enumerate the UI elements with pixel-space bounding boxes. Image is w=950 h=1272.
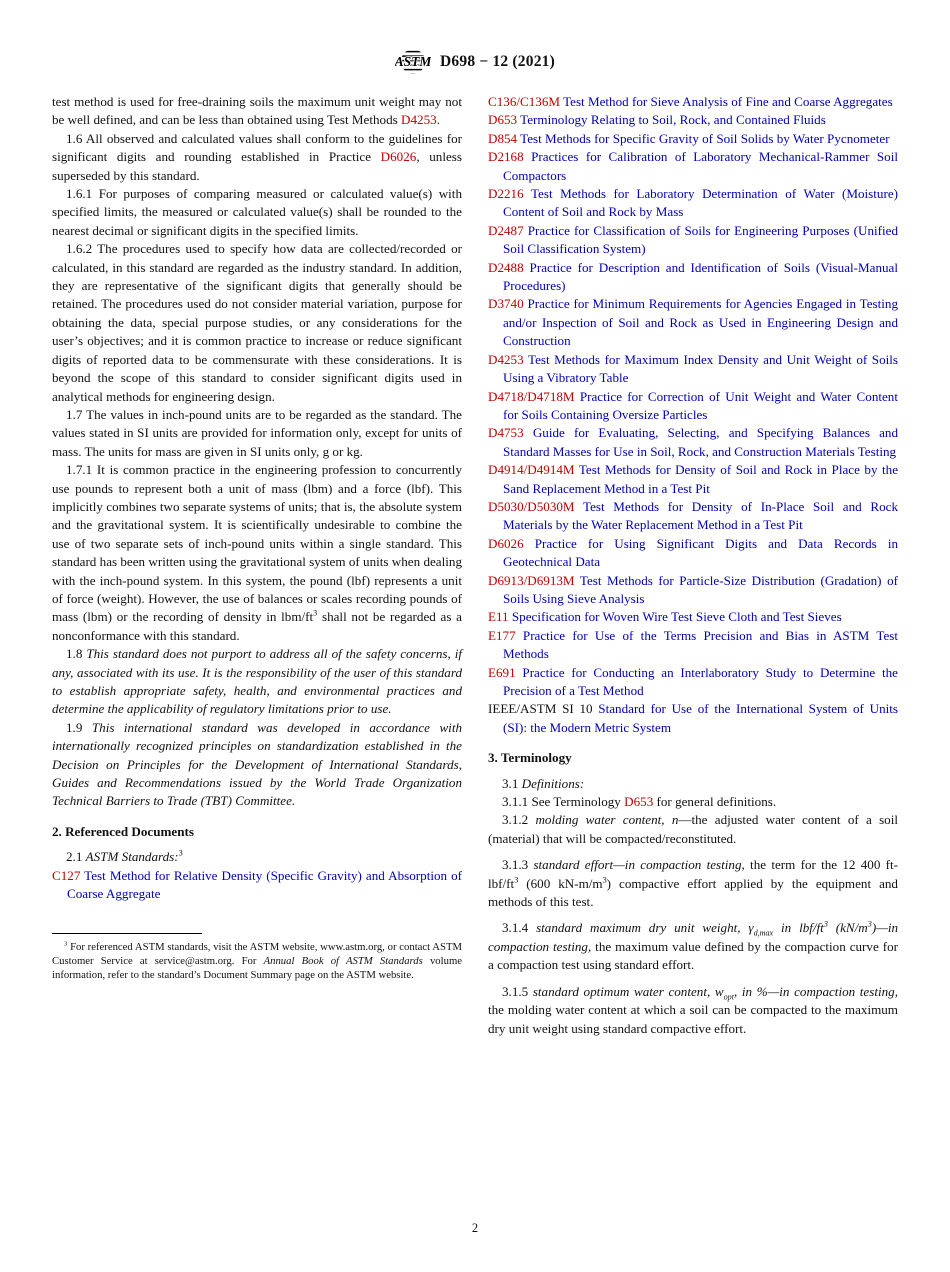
text-run: 3	[514, 875, 519, 885]
text-run: This international standard was developed in accordance with internationally recognized principles on standardization established in the Decision on Principles for the Development of International Standards, Guides and Recommendations issued by the World Trade Organization Technical Barriers to Trade (TBT) Committee.	[52, 719, 463, 809]
link-D653[interactable]: D653	[488, 112, 518, 128]
text-run: Practices for Calibration of Laboratory Mechanical-Rammer Soil Compactors	[503, 149, 898, 183]
footnote-3	[52, 940, 462, 982]
page-title: D698 − 12 (2021)	[440, 52, 555, 70]
text-run: volume information, refer to the standard’s Document Summary page on the ASTM website.	[52, 955, 463, 982]
text-run: Test Methods for Density of In-Place Soil and Rock Materials by the Water Replacement Method in a Test Pit	[503, 498, 898, 533]
text-run: (600 kN-m/m	[518, 875, 603, 891]
link-D4914-D4914M[interactable]: D4914/D4914M	[488, 462, 575, 478]
footnote-rule	[52, 933, 202, 934]
text-run: in lbf/	[773, 920, 817, 936]
text-run: Test Methods for Density of Soil and Rock in Place by the Sand Replacement Method in a Test Pit	[503, 462, 898, 496]
text-run: For referenced ASTM standards, visit the ASTM website, www.astm.org, or contact ASTM Customer Service at service@astm.org. For	[52, 941, 462, 968]
text-run: 3.1.4	[502, 920, 537, 936]
sec-1-6	[52, 130, 462, 185]
text-run: standard optimum water content, w	[532, 983, 724, 999]
text-run: , in %—in compaction testing,	[734, 983, 898, 999]
text-run: Test Methods for Maximum Index Density and Unit Weight of Soils Using a Vibratory Table	[503, 351, 898, 386]
text-run: Annual Book of ASTM Standards	[263, 955, 423, 968]
ref-D4914	[488, 461, 898, 498]
ref-E177	[488, 627, 898, 664]
link-D4753[interactable]: D4753	[488, 425, 524, 441]
text-run: —the adjusted water content of a soil (material) that will be compacted/reconstituted.	[488, 812, 898, 846]
text-run: ft	[816, 920, 824, 936]
link-D653[interactable]: D653	[624, 794, 654, 810]
text-run: opt	[723, 992, 734, 1002]
text-run: 3	[178, 848, 183, 858]
astm-logo-icon	[395, 46, 431, 77]
text-run: Test Method for Relative Density (Specific Gravity) and Absorption of Coarse Aggregate	[67, 867, 462, 902]
link-E691[interactable]: E691	[488, 664, 516, 680]
text-run: the molding water content at which a soil can be compacted to the maximum dry unit weight using standard compactive effort.	[488, 1002, 898, 1036]
text-run: .	[436, 112, 440, 128]
ref-D4753	[488, 424, 898, 461]
text-run: )—in compaction testing,	[488, 920, 899, 954]
text-run: Test Methods for Particle-Size Distribution (Gradation) of Soils Using Sieve Analysis	[503, 572, 898, 606]
link-D5030-D5030M[interactable]: D5030/D5030M	[488, 498, 575, 514]
link-C127[interactable]: C127	[52, 867, 81, 883]
text-run: the maximum value defined by the compaction curve for a compaction test using standard effort.	[488, 938, 898, 973]
ref-IEEE-ASTM-SI-10	[488, 700, 898, 737]
text-run: Practice for Description and Identification of Soils (Visual-Manual Procedures)	[503, 259, 898, 294]
text-run: ) compactive effort applied by the equipment and methods of this test.	[488, 875, 898, 910]
text-run: 3.1.2	[502, 812, 536, 828]
text-run: Standard for Use of the International System of Units (SI): the Modern Metric System	[503, 701, 898, 735]
text-run: d,max	[753, 929, 774, 939]
link-D4253[interactable]: D4253	[488, 351, 524, 367]
ref-C127	[52, 867, 462, 904]
para-continuation	[52, 93, 462, 130]
ref-D2487	[488, 222, 898, 259]
text-run: Practice for Minimum Requirements for Agencies Engaged in Testing and/or Inspection of Soil and Rock as Used in Engineering Design and Construction	[503, 296, 898, 349]
ref-D3740	[488, 295, 898, 350]
ref-E11	[488, 608, 898, 626]
text-run: Test Method for Sieve Analysis of Fine and Coarse Aggregates	[560, 94, 893, 109]
text-run: 3.1	[502, 775, 522, 791]
text-run: 3	[313, 609, 318, 619]
heading-referenced-documents	[52, 823, 462, 841]
text-run: standard maximum dry unit weight, γ	[536, 920, 754, 936]
text-run: 1.8	[66, 646, 87, 662]
link-D4253[interactable]: D4253	[401, 112, 437, 128]
two-column-body	[52, 93, 898, 1038]
sec-1-6-1	[52, 185, 462, 240]
sec-2-1	[52, 848, 462, 866]
sec-3-1-5	[488, 983, 898, 1038]
text-run: 3.1.3	[502, 857, 534, 873]
ref-D2488	[488, 259, 898, 296]
text-run: Terminology Relating to Soil, Rock, and Contained Fluids	[517, 112, 826, 128]
text-run: 1.9	[66, 719, 92, 735]
text-run: 1.6 All observed and calculated values shall conform to the guidelines for significant digits and rounding established in Practice	[52, 130, 462, 165]
text-run: 3	[823, 920, 828, 930]
text-run: Practice for Classification of Soils for Engineering Purposes (Unified Soil Classification System)	[503, 222, 898, 257]
ref-D6913	[488, 572, 898, 609]
ref-D854	[488, 130, 898, 148]
link-D3740[interactable]: D3740	[488, 296, 524, 312]
text-run: standard effort—in compaction testing,	[533, 857, 745, 873]
text-run: , unless superseded by this standard.	[52, 149, 462, 183]
text-run: This standard does not purport to address all of the safety concerns, if any, associated with its use. It is the responsibility of the user of this standard to establish appropriate safety, health, and environmental practices and determine the applicability of regulatory limitations prior to use.	[52, 646, 463, 717]
text-run: Specification for Woven Wire Test Sieve Cloth and Test Sieves	[508, 609, 842, 625]
ref-D4718	[488, 388, 898, 425]
text-run: shall not be regarded as a nonconformance with this standard.	[52, 609, 462, 643]
text-run: 1.7 The values in inch-pound units are to be regarded as the standard. The values stated in SI units are provided for information only, except for units of mass. The units for mass are given in SI units only, g or kg.	[52, 406, 462, 459]
sec-1-7-1	[52, 461, 462, 645]
text-run: 3.1.5	[502, 983, 533, 999]
text-run: 1.7.1 It is common practice in the engineering profession to concurrently use pounds to represent both a unit of mass (lbm) and a force (lbf). This implicitly combines two separate systems of units; that is, the absolute system and the gravitational system. It is scientifically undesirable to combine the use of two separate sets of inch-pound units within a single standard. This standard has been written using the gravitational system of units when dealing with the inch-pound system. In this system, the pound (lbf) represents a unit of force (weight). However, the use of balances or scales recording pounds of mass (lbm) or the recording of density in lbm/ft	[52, 462, 462, 625]
sec-3-1-4	[488, 919, 898, 974]
sec-1-9	[52, 719, 462, 811]
ref-D4253	[488, 351, 898, 388]
text-run: 2. Referenced Documents	[52, 823, 194, 839]
page-header	[52, 46, 898, 77]
link-D6026[interactable]: D6026	[488, 535, 524, 551]
text-run: Test Methods for Specific Gravity of Soil Solids by Water Pycnometer	[517, 130, 890, 146]
link-D6026[interactable]: D6026	[380, 149, 417, 165]
sec-1-8	[52, 645, 462, 719]
sec-1-6-2	[52, 240, 462, 406]
link-E11[interactable]: E11	[488, 609, 509, 625]
link-D2488[interactable]: D2488	[488, 259, 524, 275]
sec-3-1-2	[488, 811, 898, 848]
left-column	[52, 93, 462, 1038]
text-run: 1.6.2 The procedures used to specify how data are collected/recorded or calculated, in this standard are regarded as the industry standard. In addition, they are representative of the significant digits that generally should be retained. The procedures used do not consider material variation, purpose for obtaining the data, special purpose studies, or any considerations for the user’s objectives; and it is common practice to increase or reduce significant digits of reported data to be commensurate with these considerations. It is beyond the scope of this standard to consider significant digits used in analytical methods for engineering design.	[52, 241, 462, 404]
text-run: (kN/m	[827, 920, 868, 936]
text-run: Practice for Use of the Terms Precision and Bias in ASTM Test Methods	[503, 627, 898, 662]
text-run: 3. Terminology	[488, 750, 572, 766]
link-C136-C136M[interactable]: C136/C136M	[488, 94, 561, 109]
sec-3-1	[488, 775, 898, 793]
text-run: test method is used for free-draining soils the maximum unit weight may not be well defined, and can be less than obtained using Test Methods	[52, 94, 462, 128]
text-run: molding water content, n	[535, 812, 679, 828]
ref-D2168	[488, 148, 898, 185]
link-D854[interactable]: D854	[488, 130, 518, 146]
ref-D653	[488, 111, 898, 129]
text-run: for general definitions.	[653, 794, 777, 810]
link-D4718-D4718M[interactable]: D4718/D4718M	[488, 388, 575, 404]
link-D6913-D6913M[interactable]: D6913/D6913M	[488, 572, 575, 588]
ref-E691	[488, 664, 898, 701]
text-run: the term for the 12 400 ft-lbf/ft	[488, 857, 898, 891]
text-run: Practice for Conducting an Interlaboratory Study to Determine the Precision of a Test Method	[503, 664, 898, 698]
text-run: Guide for Evaluating, Selecting, and Specifying Balances and Standard Masses for Use in Soil, Rock, and Construction Materials Testing	[503, 425, 898, 459]
link-D2216[interactable]: D2216	[488, 186, 524, 202]
link-D2168[interactable]: D2168	[488, 149, 524, 165]
sec-1-7	[52, 406, 462, 461]
text-run: Practice for Correction of Unit Weight and Water Content for Soils Containing Oversize Particles	[503, 388, 898, 422]
text-run: Definitions:	[521, 775, 585, 791]
heading-terminology	[488, 749, 898, 767]
sec-3-1-1	[488, 793, 898, 811]
text-run: 3	[602, 875, 607, 885]
right-column	[488, 93, 898, 1038]
link-E177[interactable]: E177	[488, 627, 516, 643]
text-run: 3	[64, 940, 68, 948]
text-run: ASTM Standards:	[85, 849, 179, 865]
page-footer	[0, 1221, 950, 1236]
text-run: 3	[867, 920, 872, 930]
link-D2487[interactable]: D2487	[488, 222, 524, 238]
svg-text:ASTM: ASTM	[395, 54, 432, 69]
ref-D5030	[488, 498, 898, 535]
text-run: 2.1	[66, 849, 86, 865]
text-run: IEEE/ASTM SI 10	[488, 701, 593, 717]
text-run: Test Methods for Laboratory Determination of Water (Moisture) Content of Soil and Rock by Mass	[503, 186, 898, 220]
ref-C136	[488, 93, 898, 111]
text-run: Practice for Using Significant Digits and Data Records in Geotechnical Data	[503, 535, 898, 570]
sec-3-1-3	[488, 856, 898, 911]
page-number: 2	[471, 1221, 479, 1235]
text-run: 1.6.1 For purposes of comparing measured or calculated value(s) with specified limits, the measured or calculated value(s) shall be rounded to the nearest decimal or significant digits in the specified limits.	[52, 186, 462, 238]
text-run: 3.1.1 See Terminology	[502, 794, 625, 810]
ref-D6026	[488, 535, 898, 572]
ref-D2216	[488, 185, 898, 222]
